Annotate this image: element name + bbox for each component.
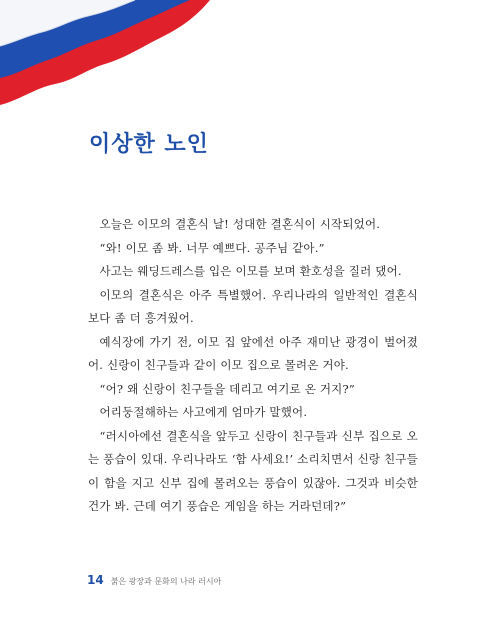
paragraph: 이모의 결혼식은 아주 특별했어. 우리나라의 일반적인 결혼식보다 좀 더 흥겨웠어.	[88, 287, 418, 325]
paragraph: 예식장에 가기 전, 이모 집 앞에선 아주 재미난 광경이 벌어졌어. 신랑이 친구들과 같이 이모 집으로 몰려온 거야.	[88, 334, 418, 372]
paragraph: 어리둥절해하는 사고에게 엄마가 말했어.	[99, 405, 308, 419]
paragraph: “어? 왜 신랑이 친구들을 데리고 여기로 온 거지?”	[99, 381, 355, 396]
body-text	[88, 213, 418, 519]
paragraph: 오늘은 이모의 결혼식 날! 성대한 결혼식이 시작되었어.	[99, 217, 381, 231]
paragraph: 사고는 웨딩드레스를 입은 이모를 보며 환호성을 질러 댔어.	[99, 264, 402, 278]
chapter-title: 이상한 노인	[89, 132, 209, 157]
paragraph: “와! 이모 좀 봐. 너무 예쁘다. 공주님 같아.”	[99, 240, 325, 255]
page-footer	[87, 573, 221, 587]
paragraph: “러시아에선 결혼식을 앞두고 신랑이 친구들과 신부 집으로 오는 풍습이 있대. 우리나라도 ‘함 사세요!’ 소리치면서 신랑 친구들이 함을 지고 신부 집에 몰려오는 풍습이 있잖아. 그것과 비슷한 건가 봐. 근데 여기 풍습은 게임을 하는 거라던데?”	[88, 428, 418, 513]
russian-flag-decoration	[0, 0, 500, 120]
book-title: 붉은 광장과 문화의 나라 러시아	[110, 577, 222, 586]
page-number: 14	[87, 573, 104, 587]
